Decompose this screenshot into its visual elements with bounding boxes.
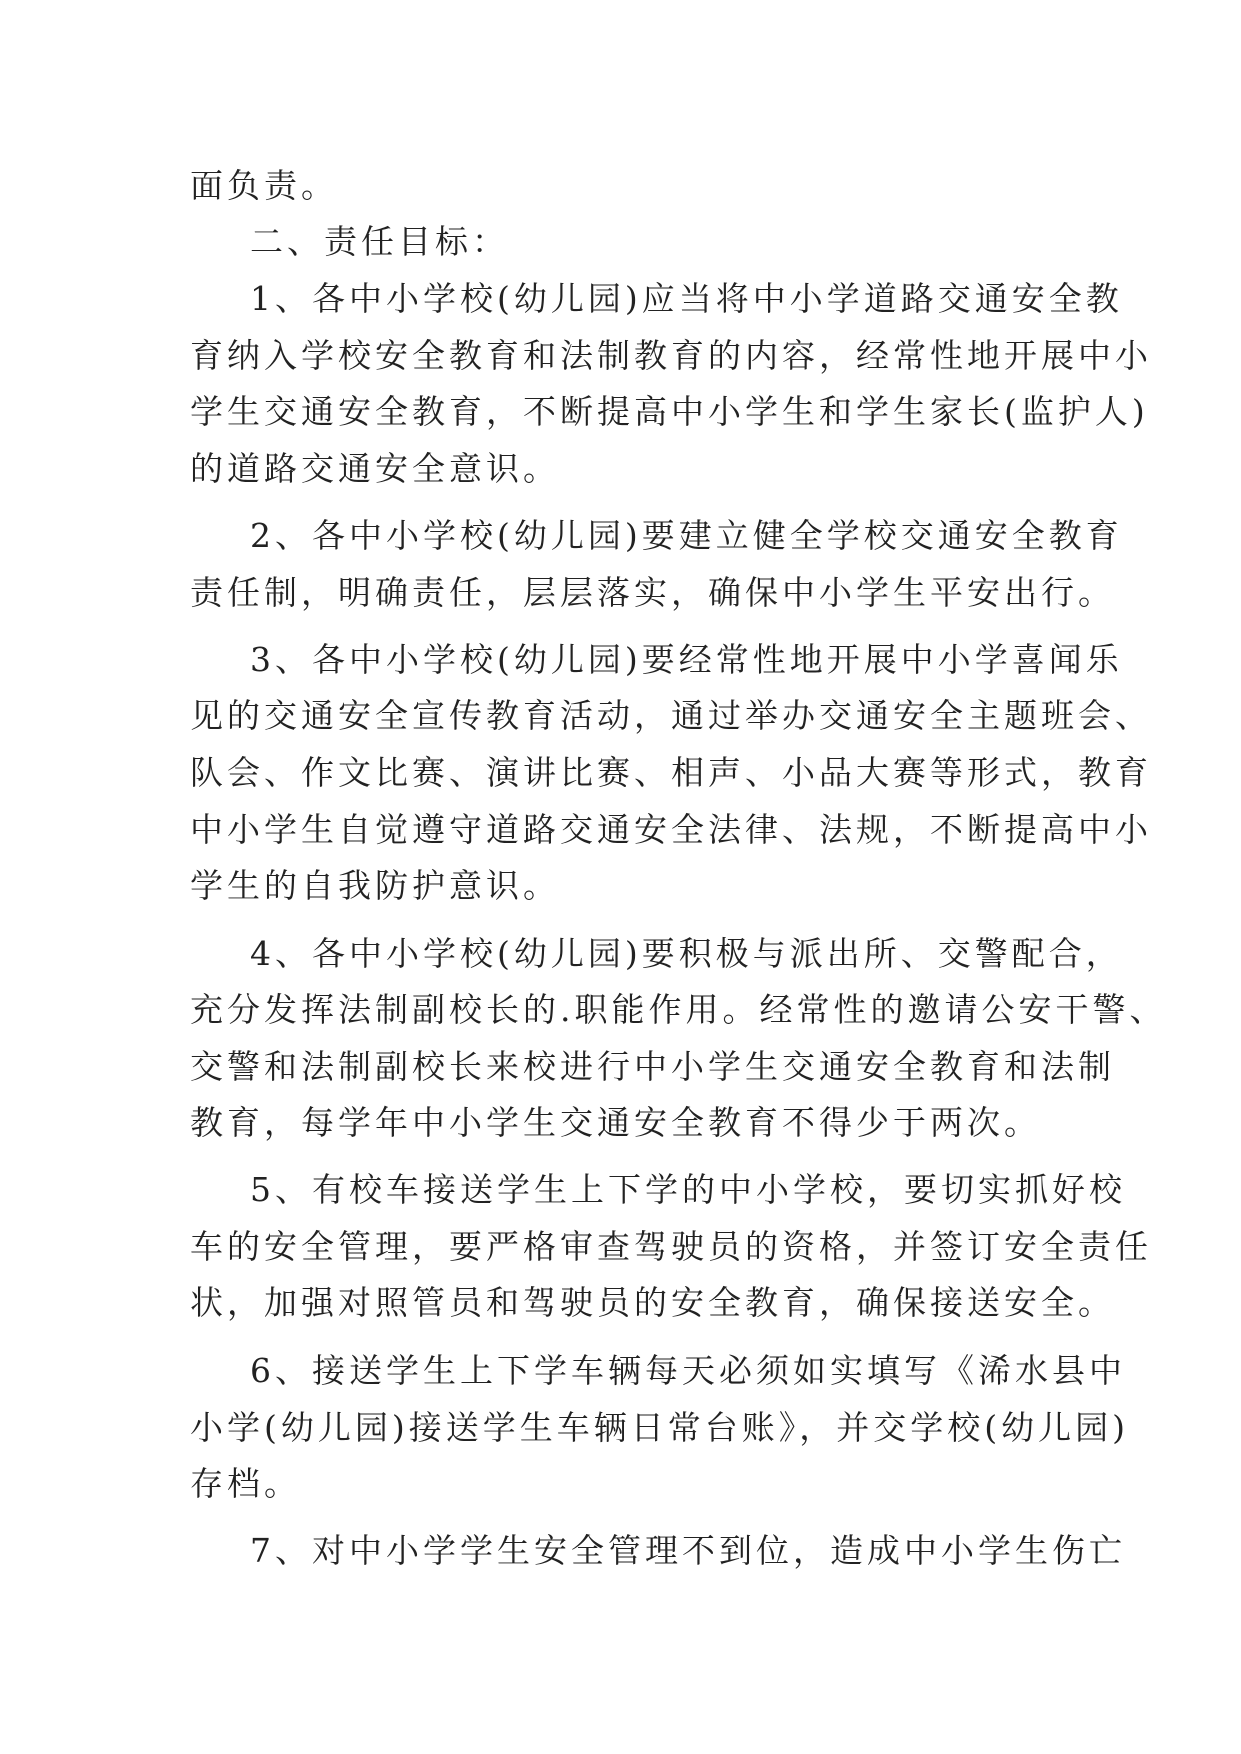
text-line: 2、各中小学校(幼儿园)要建立健全学校交通安全教育 <box>250 516 1123 555</box>
text-line: 1、各中小学校(幼儿园)应当将中小学道路交通安全教 <box>250 279 1123 318</box>
text-line: 队会、作文比赛、演讲比赛、相声、小品大赛等形式，教育 <box>190 753 1152 792</box>
text-line: 状，加强对照管员和驾驶员的安全教育，确保接送安全。 <box>190 1283 1115 1322</box>
text-line: 面负责。 <box>190 166 338 205</box>
text-line: 4、各中小学校(幼儿园)要积极与派出所、交警配合， <box>250 934 1123 973</box>
text-line: 育纳入学校安全教育和法制教育的内容，经常性地开展中小 <box>190 336 1152 375</box>
text-line: 充分发挥法制副校长的.职能作用。经常性的邀请公安干警、 <box>190 990 1167 1029</box>
text-line: 教育，每学年中小学生交通安全教育不得少于两次。 <box>190 1103 1041 1142</box>
text-line: 3、各中小学校(幼儿园)要经常性地开展中小学喜闻乐 <box>250 640 1123 679</box>
text-line: 中小学生自觉遵守道路交通安全法律、法规，不断提高中小 <box>190 810 1152 849</box>
text-line: 存档。 <box>190 1464 301 1503</box>
text-line: 车的安全管理，要严格审查驾驶员的资格，并签订安全责任 <box>190 1227 1152 1266</box>
text-line: 学生的自我防护意识。 <box>190 866 560 905</box>
section-heading: 二、责任目标： <box>250 222 509 261</box>
text-line: 学生交通安全教育，不断提高中小学生和学生家长(监护人) <box>190 392 1149 431</box>
text-line: 小学(幼儿园)接送学生车辆日常台账》，并交学校(幼儿园) <box>190 1408 1129 1447</box>
text-line: 交警和法制副校长来校进行中小学生交通安全教育和法制 <box>190 1047 1115 1086</box>
text-line: 5、有校车接送学生上下学的中小学校，要切实抓好校 <box>250 1170 1126 1209</box>
text-line: 6、接送学生上下学车辆每天必须如实填写《浠水县中 <box>250 1351 1126 1390</box>
text-line: 责任制，明确责任，层层落实，确保中小学生平安出行。 <box>190 573 1115 612</box>
text-line: 的道路交通安全意识。 <box>190 449 560 488</box>
text-line: 见的交通安全宣传教育活动，通过举办交通安全主题班会、 <box>190 696 1152 735</box>
text-line: 7、对中小学学生安全管理不到位，造成中小学生伤亡 <box>250 1531 1126 1570</box>
